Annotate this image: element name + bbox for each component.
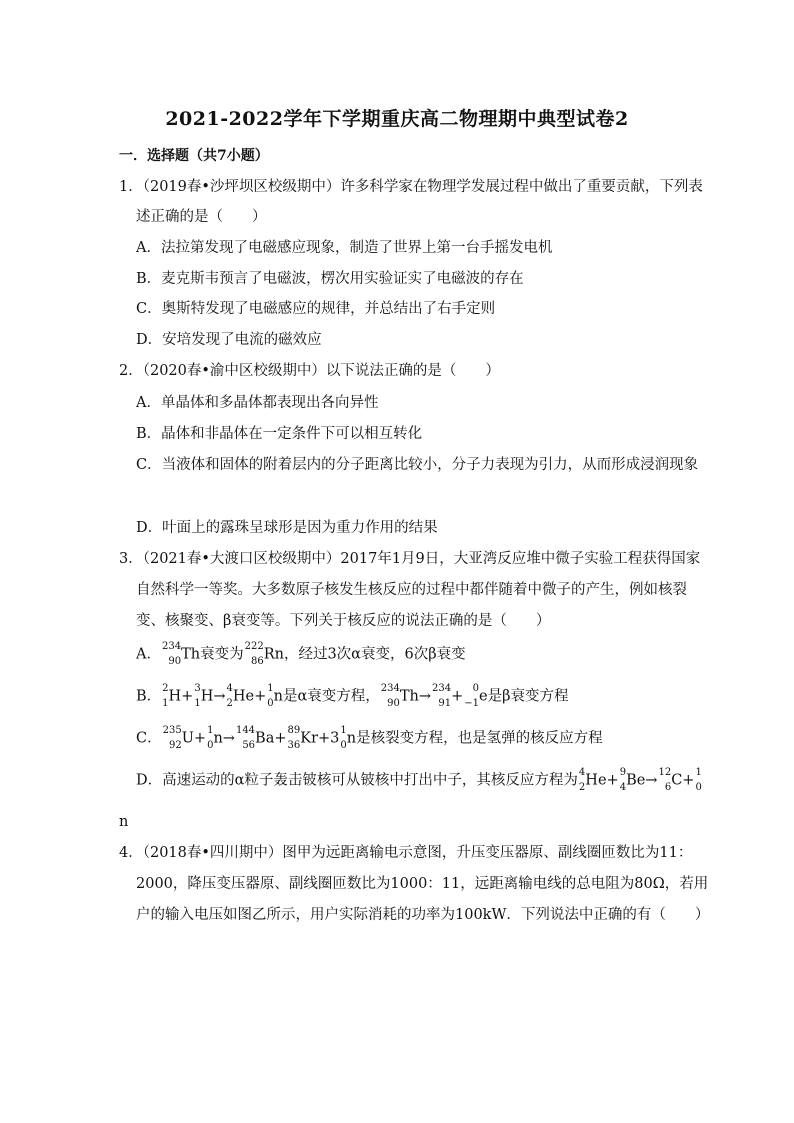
nuclide-pa234: 234 91 <box>432 683 452 709</box>
nuclide-h2: 2 1 <box>162 683 169 709</box>
question-2-option-a: A．单晶体和多晶体都表现出各向异性 <box>136 395 379 411</box>
question-3-stem-cont-2: 变、核聚变、β衰变等。下列关于核反应的说法正确的是（ ） <box>136 613 551 629</box>
page-title: 2021-2022学年下学期重庆高二物理期中典型试卷2 <box>165 108 629 130</box>
nuclide-kr89: 89 36 <box>287 725 301 751</box>
question-2-option-b: B．晶体和非晶体在一定条件下可以相互转化 <box>136 426 423 442</box>
question-1-stem-cont: 述正确的是（ ） <box>136 209 267 225</box>
question-1-option-b: B．麦克斯韦预言了电磁波，楞次用实验证实了电磁波的存在 <box>136 271 524 287</box>
nuclide-rn222: 222 86 <box>244 641 264 667</box>
nuclide-ba144: 144 56 <box>235 725 256 751</box>
question-3-option-c: C． 235 92 U+ 1 0 n→ 144 56 Ba+ 89 36 Kr+3 1 0 n是核裂变方程，也是氢弹的核反应方程 <box>136 725 603 751</box>
question-1-option-c: C．奥斯特发现了电磁感应的规律，并总结出了右手定则 <box>136 301 496 317</box>
question-1-option-d: D．安培发现了电流的磁效应 <box>136 332 322 348</box>
nuclide-he4: 4 2 <box>226 683 233 709</box>
question-3-option-a: A． 234 90 Th衰变为 222 86 Rn，经过3次α衰变，6次β衰变 <box>136 641 466 667</box>
nuclide-n: 1 0 <box>267 683 274 709</box>
question-4-stem-cont-2: 户的输入电压如图乙所示，用户实际消耗的功率为100kW．下列说法中正确的有（ ） <box>136 907 710 923</box>
nuclide-electron: 0 −1 <box>464 683 480 709</box>
nuclide-n: 1 0 <box>695 767 702 793</box>
nuclide-th234: 234 90 <box>161 641 182 667</box>
question-2-stem: 2．（2020春•渝中区校级期中）以下说法正确的是（ ） <box>119 363 500 379</box>
question-1-option-a: A．法拉第发现了电磁感应现象，制造了世界上第一台手摇发电机 <box>136 240 553 256</box>
question-2-option-d: D．叶面上的露珠呈球形是因为重力作用的结果 <box>136 520 438 536</box>
nuclide-n: 1 0 <box>340 725 347 751</box>
nuclide-u235: 235 92 <box>162 725 182 751</box>
question-3-option-b: B． 2 1 H+ 3 1 H→ 4 2 He+ 1 0 n是α衰变方程， 234 90 Th→ 234 91 + 0 −1 e是β衰变方程 <box>136 683 569 709</box>
question-2-option-c: C．当液体和固体的附着层内的分子距离比较小，分子力表现为引力，从而形成浸润现象 <box>136 457 699 473</box>
nuclide-th234: 234 90 <box>380 683 400 709</box>
question-4-stem-cont-1: 2000，降压变压器原、副线圈匝数比为1000：11，远距离输电线的总电阻为80Ω，若用 <box>136 876 709 892</box>
nuclide-n: 1 0 <box>207 725 214 751</box>
nuclide-he4: 4 2 <box>578 767 586 793</box>
nuclide-h3: 3 1 <box>194 683 201 709</box>
question-1-stem: 1．（2019春•沙坪坝区校级期中）许多科学家在物理学发展过程中做出了重要贡献，下列表 <box>119 179 703 195</box>
question-3-option-d: D．高速运动的α粒子轰击铍核可从铍核中打出中子，其核反应方程为 4 2 He+ 9 4 Be→ 12 6 C+ 1 0 <box>136 767 702 793</box>
question-3-stem-cont-1: 自然科学一等奖。大多数原子核发生核反应的过程中都伴随着中微子的产生，例如核裂 <box>136 582 687 598</box>
question-4-stem: 4．（2018春•四川期中）图甲为远距离输电示意图，升压变压器原、副线圈匝数比为11： <box>119 845 693 861</box>
question-3-stem: 3．（2021春•大渡口区校级期中）2017年1月9日，大亚湾反应堆中微子实验工程获得国家 <box>119 551 701 567</box>
question-3-option-d-wrap: n <box>119 814 129 830</box>
section-heading: 一．选择题（共7小题） <box>119 148 269 164</box>
nuclide-be9: 9 4 <box>619 767 627 793</box>
nuclide-c12: 12 6 <box>658 767 672 793</box>
option-label: A． <box>136 646 161 663</box>
